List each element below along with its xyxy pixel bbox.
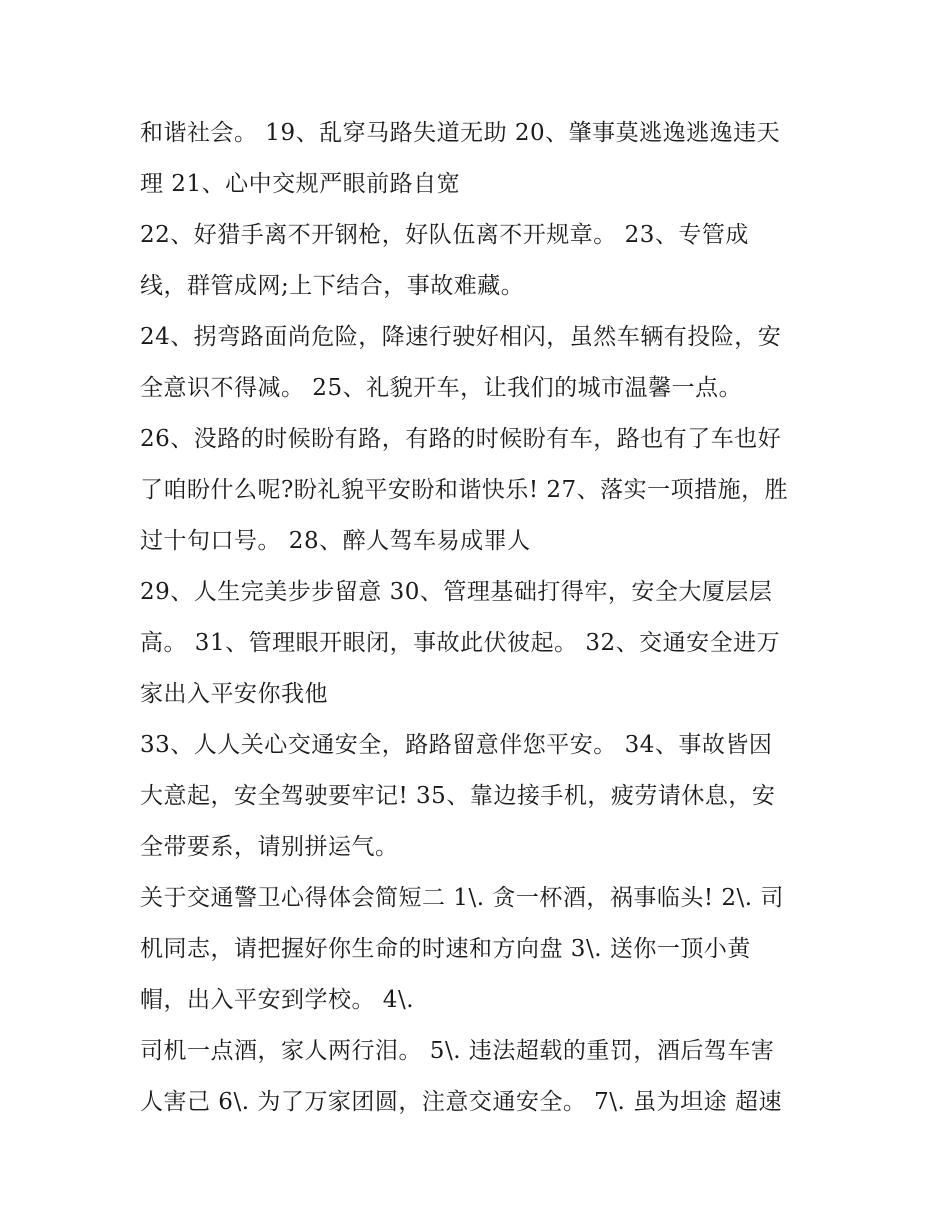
text-line: 和谐社会。 19、乱穿马路失道无助 20、肇事莫逃逸逃逸违天 [140, 120, 781, 146]
text-line: 人害己 6\. 为了万家团圆，注意交通安全。 7\. 虽为坦途 超速 [140, 1089, 782, 1115]
text-line: 26、没路的时候盼有路，有路的时候盼有车，路也有了车也好 [140, 426, 782, 452]
document-body [140, 108, 830, 1128]
text-line: 33、人人关心交通安全，路路留意伴您平安。 34、事故皆因 [140, 732, 773, 758]
text-line: 全带要系，请别拼运气。 [140, 834, 399, 860]
text-line: 了咱盼什么呢?盼礼貌平安盼和谐快乐! 27、落实一项措施，胜 [140, 477, 789, 503]
text-line: 24、拐弯路面尚危险，降速行驶好相闪，虽然车辆有投险，安 [140, 324, 782, 350]
text-line: 线，群管成网;上下结合，事故难藏。 [140, 273, 525, 299]
text-line: 29、人生完美步步留意 30、管理基础打得牢，安全大厦层层 [140, 579, 773, 605]
text-line: 过十句口号。 28、醉人驾车易成罪人 [140, 528, 531, 554]
text-line: 高。 31、管理眼开眼闭，事故此伏彼起。 32、交通安全进万 [140, 630, 781, 656]
text-line: 帽，出入平安到学校。 4\. [140, 987, 415, 1013]
text-line: 家出入平安你我他 [140, 681, 328, 707]
text-line: 机同志，请把握好你生命的时速和方向盘 3\. 送你一顶小黄 [140, 936, 751, 962]
text-line: 司机一点酒，家人两行泪。 5\. 违法超载的重罚，酒后驾车害 [140, 1038, 775, 1064]
text-line: 大意起，安全驾驶要牢记! 35、靠边接手机，疲劳请休息，安 [140, 783, 776, 809]
text-line: 理 21、心中交规严眼前路自宽 [140, 171, 461, 197]
text-line: 全意识不得减。 25、礼貌开车，让我们的城市温馨一点。 [140, 375, 743, 401]
text-line: 关于交通警卫心得体会简短二 1\. 贪一杯酒，祸事临头! 2\. 司 [140, 885, 784, 911]
text-line: 22、好猎手离不开钢枪，好队伍离不开规章。 23、专管成 [140, 222, 749, 248]
